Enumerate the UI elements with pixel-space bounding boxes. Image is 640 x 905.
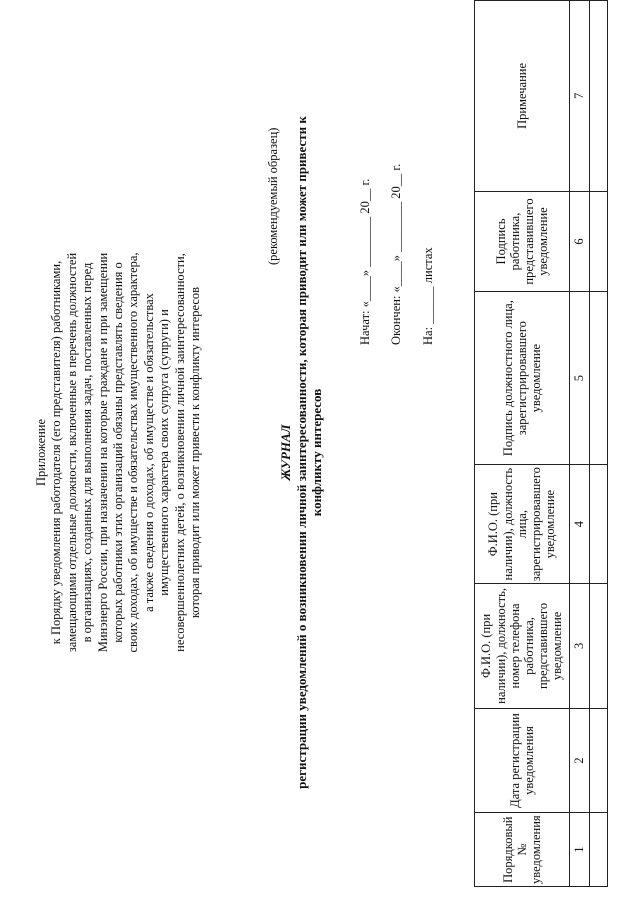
header-cell: Подпись работника, представившего уведомление (475, 191, 570, 291)
appendix-line: замещающими отдельные должности, включенные в перечень должностей (64, 252, 79, 653)
journal-sheets-line: На: ______ листах (421, 247, 435, 345)
table-cell (590, 465, 608, 584)
header-cell: Порядковый № уведомления (475, 813, 570, 887)
journal-subtitle-line: конфликту интересов (309, 388, 324, 517)
column-number: 6 (570, 191, 590, 291)
appendix-line: имущественного характера своих супруга (супруги) и (157, 309, 172, 596)
table-row (590, 1, 608, 887)
table-number-row (570, 1, 590, 887)
appendix-line: в организациях, созданных для выполнения задач, поставленных перед (80, 262, 95, 643)
journal-table (474, 0, 608, 887)
appendix-line: а также сведения о доходах, об имуществе и обязательствах (141, 293, 156, 612)
table-cell (590, 191, 608, 291)
appendix-line: Минэнерго России, при назначении на которые граждане и при замещении (95, 252, 110, 653)
column-number: 4 (570, 465, 590, 584)
column-number: 2 (570, 708, 590, 813)
appendix-line: к Порядку уведомления работодателя (его представителя) работниками, (49, 260, 64, 645)
appendix-line: своих доходах, об имуществе и обязательствах имущественного характера, (126, 252, 141, 653)
appendix-line: Приложение (34, 418, 48, 487)
appendix-header (34, 0, 203, 905)
column-number: 5 (570, 292, 590, 465)
table-cell (590, 584, 608, 708)
table-cell (590, 292, 608, 465)
journal-finished-line: Окончен: «____» ________ 20__ г. (389, 163, 403, 345)
journal-subtitle-line: регистрации уведомлений о возникновении личной заинтересованности, которая приводит или может привести к (293, 116, 309, 789)
journal-started-line: Начат: «____» ________ 20__ г. (358, 178, 372, 345)
journal-title (278, 0, 325, 905)
journal-heading: ЖУРНАЛ (278, 424, 293, 481)
header-cell: Подпись должностного лица, зарегистрировавшего уведомление (475, 292, 570, 465)
appendix-line: несовершеннолетних детей, о возникновении личной заинтересованности, (172, 253, 187, 652)
appendix-line: которая приводит или может привести к конфликту интересов (188, 286, 203, 619)
column-number: 1 (570, 813, 590, 887)
header-cell: Ф.И.О. (при наличии), должность, номер телефона работника, представившего уведомление (475, 584, 570, 708)
column-number: 7 (570, 1, 590, 192)
header-cell: Примечание (475, 1, 570, 192)
table-cell (590, 1, 608, 192)
column-number: 3 (570, 584, 590, 708)
header-cell: Ф.И.О. (при наличии), должность лица, зарегистрировавшего уведомление (475, 465, 570, 584)
table-header-row (475, 1, 570, 887)
table-cell (590, 813, 608, 887)
appendix-line: которых работники этих организаций обязаны представлять сведения о (111, 262, 126, 643)
header-cell: Дата регистрации уведомления (475, 708, 570, 813)
table-cell (590, 708, 608, 813)
sample-note: (рекомендуемый образец) (266, 127, 280, 265)
